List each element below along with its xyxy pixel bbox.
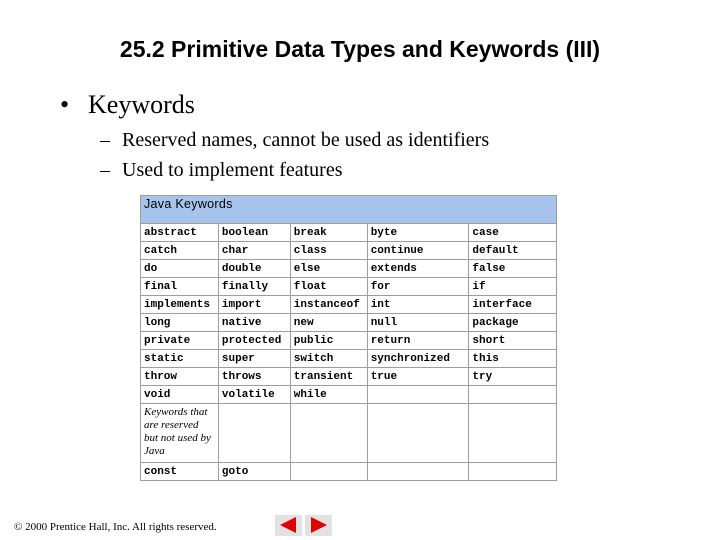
- table-cell: package: [469, 314, 557, 332]
- table-cell: throws: [218, 368, 290, 386]
- next-slide-button[interactable]: [305, 515, 332, 536]
- table-cell: default: [469, 242, 557, 260]
- table-cell: super: [218, 350, 290, 368]
- bullet-dot: •: [60, 90, 70, 119]
- table-cell: break: [290, 224, 367, 242]
- table-cell: null: [367, 314, 469, 332]
- table-row: [141, 368, 557, 386]
- table-row: [141, 386, 557, 404]
- table-cell: synchronized: [367, 350, 469, 368]
- table-cell: transient: [290, 368, 367, 386]
- subpoint-dash: –: [100, 129, 110, 151]
- subpoint-text: Used to implement features: [122, 159, 343, 181]
- table-cell: abstract: [141, 224, 219, 242]
- table-cell: [290, 463, 367, 481]
- table-cell: interface: [469, 296, 557, 314]
- table-cell: void: [141, 386, 219, 404]
- table-row: [141, 242, 557, 260]
- table-cell: boolean: [218, 224, 290, 242]
- subpoint-dash: –: [100, 159, 110, 181]
- table-row: [141, 463, 557, 481]
- subpoint: [100, 129, 489, 152]
- table-cell: const: [141, 463, 219, 481]
- table-cell: switch: [290, 350, 367, 368]
- table-cell: throw: [141, 368, 219, 386]
- table-cell: finally: [218, 278, 290, 296]
- table-cell: catch: [141, 242, 219, 260]
- table-row: [141, 278, 557, 296]
- table-cell: char: [218, 242, 290, 260]
- table-cell: if: [469, 278, 557, 296]
- table-cell: [367, 386, 469, 404]
- table-cell: for: [367, 278, 469, 296]
- table-cell: [469, 386, 557, 404]
- table-cell: try: [469, 368, 557, 386]
- table-row: [141, 350, 557, 368]
- table-header: Java Keywords: [141, 196, 557, 224]
- table-cell: instanceof: [290, 296, 367, 314]
- java-keywords-table: [140, 195, 557, 481]
- table-cell: float: [290, 278, 367, 296]
- table-row-note: [141, 404, 557, 463]
- next-arrow-icon: [311, 517, 327, 533]
- table-cell: final: [141, 278, 219, 296]
- table-row: [141, 260, 557, 278]
- table-cell: class: [290, 242, 367, 260]
- table-cell: implements: [141, 296, 219, 314]
- table-row: [141, 332, 557, 350]
- table-cell: return: [367, 332, 469, 350]
- table-cell: this: [469, 350, 557, 368]
- bullet-keywords: [60, 90, 195, 120]
- table-cell: goto: [218, 463, 290, 481]
- table-cell: import: [218, 296, 290, 314]
- slide-title: 25.2 Primitive Data Types and Keywords (III): [119, 36, 601, 62]
- table-cell: false: [469, 260, 557, 278]
- table-cell: native: [218, 314, 290, 332]
- table-cell: extends: [367, 260, 469, 278]
- table-cell: case: [469, 224, 557, 242]
- table-cell: do: [141, 260, 219, 278]
- table-cell: int: [367, 296, 469, 314]
- table-cell: [290, 404, 367, 463]
- table-cell: new: [290, 314, 367, 332]
- table-cell: long: [141, 314, 219, 332]
- subpoint-text: Reserved names, cannot be used as identifiers: [122, 129, 490, 151]
- table-cell: continue: [367, 242, 469, 260]
- table-cell: byte: [367, 224, 469, 242]
- table-cell: double: [218, 260, 290, 278]
- table-cell: [469, 463, 557, 481]
- table-cell: true: [367, 368, 469, 386]
- table-cell: protected: [218, 332, 290, 350]
- bullet-text: Keywords: [88, 90, 195, 119]
- prev-slide-button[interactable]: [275, 515, 302, 536]
- table-cell: [218, 404, 290, 463]
- table-cell: volatile: [218, 386, 290, 404]
- table-cell: static: [141, 350, 219, 368]
- table-cell: short: [469, 332, 557, 350]
- table-cell: while: [290, 386, 367, 404]
- table-row: [141, 296, 557, 314]
- table-cell: [367, 404, 469, 463]
- table-cell: public: [290, 332, 367, 350]
- table-row: [141, 314, 557, 332]
- subpoint: [100, 159, 343, 182]
- table-cell: [367, 463, 469, 481]
- table-row: [141, 224, 557, 242]
- copyright-footer: © 2000 Prentice Hall, Inc. All rights reserved.: [14, 521, 217, 533]
- prev-arrow-icon: [280, 517, 296, 533]
- table-cell: else: [290, 260, 367, 278]
- table-cell: [469, 404, 557, 463]
- table-cell: private: [141, 332, 219, 350]
- reserved-note: Keywords that are reserved but not used by Java: [141, 404, 219, 463]
